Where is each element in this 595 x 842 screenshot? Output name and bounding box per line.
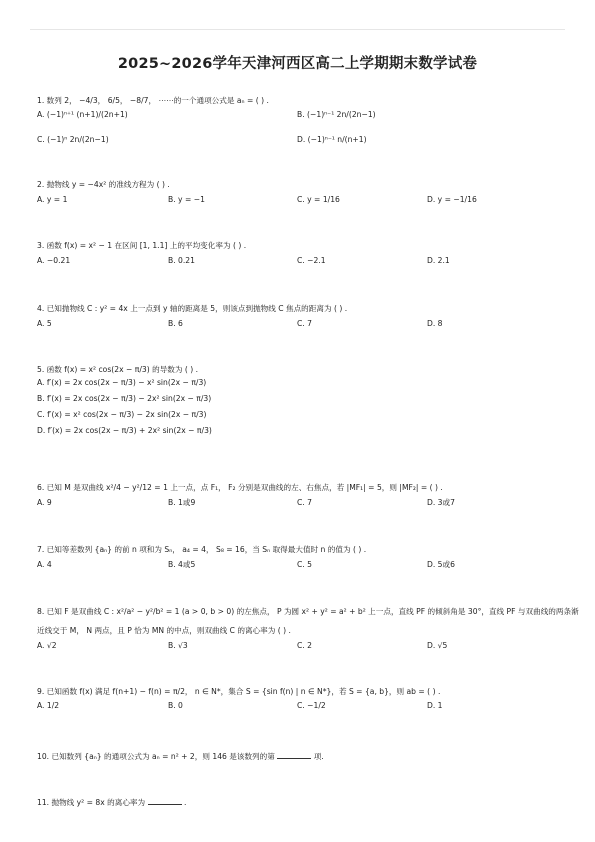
option-d: D. 5或6 bbox=[427, 560, 455, 569]
question-stem: 4. 已知抛物线 C : y² = 4x 上一点到 y 轴的距离是 5，则该点到抛物线 C 焦点的距离为 ( ) . bbox=[37, 304, 348, 313]
option-a: A. −0.21 bbox=[37, 256, 71, 265]
option-a: A. √2 bbox=[37, 641, 57, 650]
option-c: C. 7 bbox=[297, 498, 312, 507]
question-stem: 8. 已知 F 是双曲线 C : x²/a² − y²/b² = 1 (a > 0, b > 0) 的左焦点， P 为圆 x² + y² = a² + b² 上一点，直线 PF 的倾斜角是 30°，直线 PF 与双曲线的两条渐 bbox=[37, 607, 579, 616]
option-a: A. 5 bbox=[37, 319, 52, 328]
question-stem-end: . bbox=[183, 798, 187, 807]
option-c: C. y = 1/16 bbox=[297, 195, 340, 204]
option-a: A. 4 bbox=[37, 560, 52, 569]
question-3 bbox=[37, 240, 567, 270]
answer-blank bbox=[148, 796, 182, 805]
option-d: D. 1 bbox=[427, 701, 443, 710]
question-stem: 2. 抛物线 y = −4x² 的准线方程为 ( ) . bbox=[37, 180, 170, 189]
option-c: C. (−1)ⁿ 2n/(2n−1) bbox=[37, 135, 109, 144]
page-title: 2025~2026学年天津河西区高二上学期期末数学试卷 bbox=[117, 56, 478, 72]
question-stem: 1. 数列 2， −4/3， 6/5， −8/7， ⋯⋯的一个通项公式是 aₙ = ( ) . bbox=[37, 96, 269, 105]
option-b: B. y = −1 bbox=[168, 195, 205, 204]
option-c: C. 5 bbox=[297, 560, 312, 569]
option-a: A. y = 1 bbox=[37, 195, 68, 204]
option-b: B. f′(x) = 2x cos(2x − π/3) − 2x² sin(2x − π/3) bbox=[37, 394, 212, 403]
option-a: A. 9 bbox=[37, 498, 52, 507]
question-stem: 6. 已知 M 是双曲线 x²/4 − y²/12 = 1 上一点，点 F₁， F₂ 分别是双曲线的左、右焦点，若 |MF₁| = 5，则 |MF₂| = ( ) . bbox=[37, 483, 443, 492]
option-b: B. 1或9 bbox=[168, 498, 196, 507]
question-6 bbox=[37, 482, 567, 512]
option-a: A. (−1)ⁿ⁺¹ (n+1)/(2n+1) bbox=[37, 110, 128, 119]
option-c: C. −2.1 bbox=[297, 256, 326, 265]
question-8 bbox=[37, 606, 579, 655]
option-b: B. 0.21 bbox=[168, 256, 195, 265]
option-a: A. 1/2 bbox=[37, 701, 60, 710]
question-stem: 3. 函数 f(x) = x² − 1 在区间 [1, 1.1] 上的平均变化率为 ( ) . bbox=[37, 241, 247, 250]
question-stem: 9. 已知函数 f(x) 满足 f(n+1) − f(n) = π/2， n ∈ N*，集合 S = {sin f(n) | n ∈ N*}，若 S = {a, b}，则 ab = ( ) . bbox=[37, 687, 441, 696]
answer-blank bbox=[277, 750, 311, 759]
option-b: B. 6 bbox=[168, 319, 183, 328]
question-stem-continued: 近线交于 M， N 两点，且 P 恰为 MN 的中点，则双曲线 C 的离心率为 ( ) . bbox=[37, 626, 291, 635]
option-c: C. 7 bbox=[297, 319, 312, 328]
question-2 bbox=[37, 179, 567, 209]
option-d: D. 8 bbox=[427, 319, 443, 328]
option-b: B. √3 bbox=[168, 641, 188, 650]
question-4 bbox=[37, 303, 567, 333]
question-7 bbox=[37, 544, 567, 574]
option-d: D. f′(x) = 2x cos(2x − π/3) + 2x² sin(2x − π/3) bbox=[37, 426, 212, 435]
question-10 bbox=[37, 750, 567, 762]
option-b: B. (−1)ⁿ⁻¹ 2n/(2n−1) bbox=[297, 110, 376, 119]
question-stem-end: 项. bbox=[313, 752, 324, 761]
option-b: B. 0 bbox=[168, 701, 183, 710]
option-c: C. −1/2 bbox=[297, 701, 326, 710]
question-5 bbox=[37, 364, 567, 439]
option-a: A. f′(x) = 2x cos(2x − π/3) − x² sin(2x − π/3) bbox=[37, 378, 207, 387]
header-divider bbox=[30, 29, 565, 30]
question-1 bbox=[37, 95, 567, 156]
option-b: B. 4或5 bbox=[168, 560, 196, 569]
question-stem: 5. 函数 f(x) = x² cos(2x − π/3) 的导数为 ( ) . bbox=[37, 365, 199, 374]
option-c: C. 2 bbox=[297, 641, 312, 650]
option-d: D. √5 bbox=[427, 641, 448, 650]
question-11 bbox=[37, 796, 567, 808]
question-stem: 10. 已知数列 {aₙ} 的通项公式为 aₙ = n² + 2，则 146 是该数列的第 bbox=[37, 752, 275, 761]
question-stem: 11. 抛物线 y² = 8x 的离心率为 bbox=[37, 798, 146, 807]
option-c: C. f′(x) = x² cos(2x − π/3) − 2x sin(2x − π/3) bbox=[37, 410, 207, 419]
option-d: D. 2.1 bbox=[427, 256, 450, 265]
question-stem: 7. 已知等差数列 {aₙ} 的前 n 项和为 Sₙ， a₄ = 4， S₈ = 16，当 Sₙ 取得最大值时 n 的值为 ( ) . bbox=[37, 545, 367, 554]
question-9 bbox=[37, 686, 567, 722]
option-d: D. y = −1/16 bbox=[427, 195, 477, 204]
option-d: D. (−1)ⁿ⁻¹ n/(n+1) bbox=[297, 135, 367, 144]
option-d: D. 3或7 bbox=[427, 498, 455, 507]
